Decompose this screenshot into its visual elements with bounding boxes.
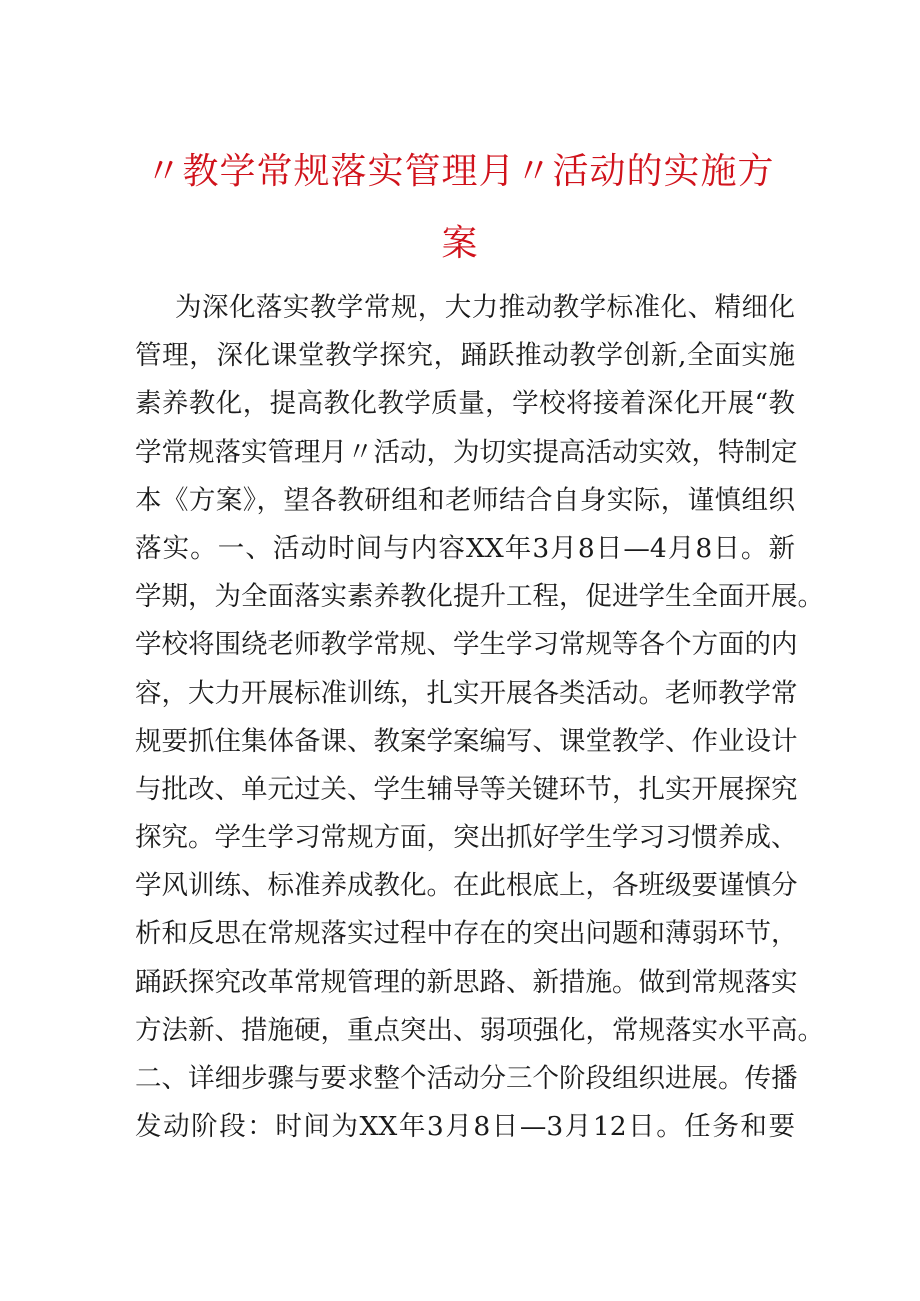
body-line: 为深化落实教学常规，大力推动教学标准化、精细化 xyxy=(175,292,795,323)
body-line: 学风训练、标准养成教化。在此根底上，各班级要谨慎分 xyxy=(135,870,798,902)
body-line: 容，大力开展标准训练，扎实开展各类活动。老师教学常 xyxy=(135,677,798,709)
body-line: 二、详细步骤与要求整个活动分三个阶段组织进展。传播 xyxy=(135,1063,798,1094)
document-title-line-1: 〃教学常规落实管理月〃活动的实施方 xyxy=(145,151,775,192)
body-line: 落实。一、活动时间与内容XX年3月8日—4月8日。新 xyxy=(135,532,795,564)
document-body xyxy=(135,284,824,1151)
body-line: 管理，深化课堂教学探究，踊跃推动教学创新,全面实施 xyxy=(135,340,795,372)
body-line: 规要抓住集体备课、教案学案编写、课堂教学、作业设计 xyxy=(135,725,798,757)
body-line: 析和反思在常规落实过程中存在的突出问题和薄弱环节， xyxy=(135,918,798,950)
body-line: 踊跃探究改革常规管理的新思路、新措施。做到常规落实 xyxy=(135,966,798,998)
body-line: 本《方案》，望各教研组和老师结合自身实际，谨慎组织 xyxy=(135,484,795,516)
body-line: 学常规落实管理月〃活动，为切实提高活动实效，特制定 xyxy=(135,436,798,468)
body-line: 发动阶段：时间为XX年3月8日—3月12日。任务和要 xyxy=(135,1111,795,1143)
body-line: 学期，为全面落实素养教化提升工程，促进学生全面开展。 xyxy=(135,581,824,613)
body-line: 学校将围绕老师教学常规、学生学习常规等各个方面的内 xyxy=(135,629,798,661)
document-title-line-2: 案 xyxy=(441,223,479,264)
body-line: 探究。学生学习常规方面，突出抓好学生学习习惯养成、 xyxy=(135,822,798,854)
body-line: 素养教化，提高教化教学质量，学校将接着深化开展“教 xyxy=(135,388,795,420)
body-line: 与批改、单元过关、学生辅导等关键环节，扎实开展探究 xyxy=(135,773,798,805)
body-line: 方法新、措施硬，重点突出、弱项强化，常规落实水平高。 xyxy=(135,1014,824,1046)
